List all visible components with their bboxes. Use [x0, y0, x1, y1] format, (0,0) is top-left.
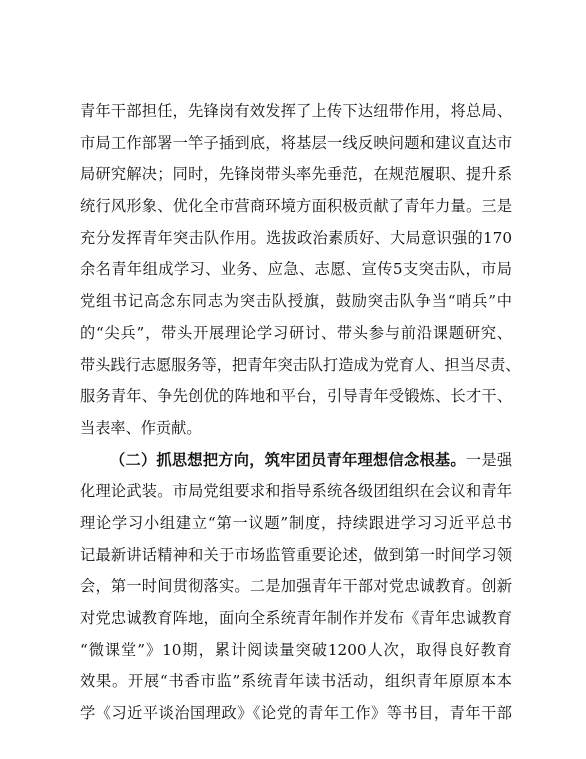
text-line: 带头践行志愿服务等，把青年突击队打造成为党育人、担当尽责、	[80, 355, 521, 374]
text-line: 会，第一时间贯彻落实。二是加强青年干部对党忠诚教育。创新	[80, 577, 512, 596]
text-line: 化理论武装。市局党组要求和指导系统各级团组织在会议和青年	[80, 482, 512, 501]
text-line: 的“尖兵”，带头开展理论学习研讨、带头参与前沿课题研究、	[80, 323, 512, 342]
text-line: 记最新讲话精神和关于市场监管重要论述，做到第一时间学习领	[80, 545, 512, 564]
paragraph-2	[80, 445, 512, 730]
text-line: 余名青年组成学习、业务、应急、志愿、宣传5支突击队，市局	[80, 260, 512, 279]
text-line: 效果。开展“书香市监”系统青年读书活动，组织青年原原本本	[80, 672, 512, 691]
section-heading: （二）抓思想把方向，筑牢团员青年理想信念根基。	[110, 450, 466, 469]
text-line: 党组书记高念东同志为突击队授旗，鼓励突击队争当“哨兵”中	[80, 292, 512, 311]
text-line: 对党忠诚教育阵地，面向全系统青年制作并发布《青年忠诚教育	[80, 609, 512, 627]
text-line: 充分发挥青年突击队作用。选拔政治素质好、大局意识强的170	[80, 228, 512, 247]
text-line: 理论学习小组建立“第一议题”制度，持续跟进学习习近平总书	[80, 513, 512, 532]
text-line: 服务青年、争先创优的阵地和平台，引导青年受锻炼、长才干、	[80, 387, 512, 406]
text-line: 统行风形象、优化全市营商环境方面积极贡献了青年力量。三是	[80, 197, 512, 216]
text-line: 市局工作部署一竿子插到底，将基层一线反映问题和建议直达市	[80, 133, 512, 152]
text-line: “微课堂”》10期，累计阅读量突破1200人次，取得良好教育	[80, 640, 512, 659]
text-line: 学《习近平谈治国理政》《论党的青年工作》等书目，青年干部	[80, 704, 512, 723]
text-line: 当表率、作贡献。	[80, 418, 202, 437]
paragraph-heading-line	[80, 445, 512, 477]
heading-line-rest: 一是强	[465, 450, 513, 469]
paragraph-1	[80, 96, 521, 445]
text-line: 青年干部担任，先锋岗有效发挥了上传下达纽带作用，将总局、	[80, 102, 512, 120]
body-text	[80, 96, 521, 730]
text-line: 局研究解决；同时，先锋岗带头率先垂范，在规范履职、提升系	[80, 165, 512, 184]
